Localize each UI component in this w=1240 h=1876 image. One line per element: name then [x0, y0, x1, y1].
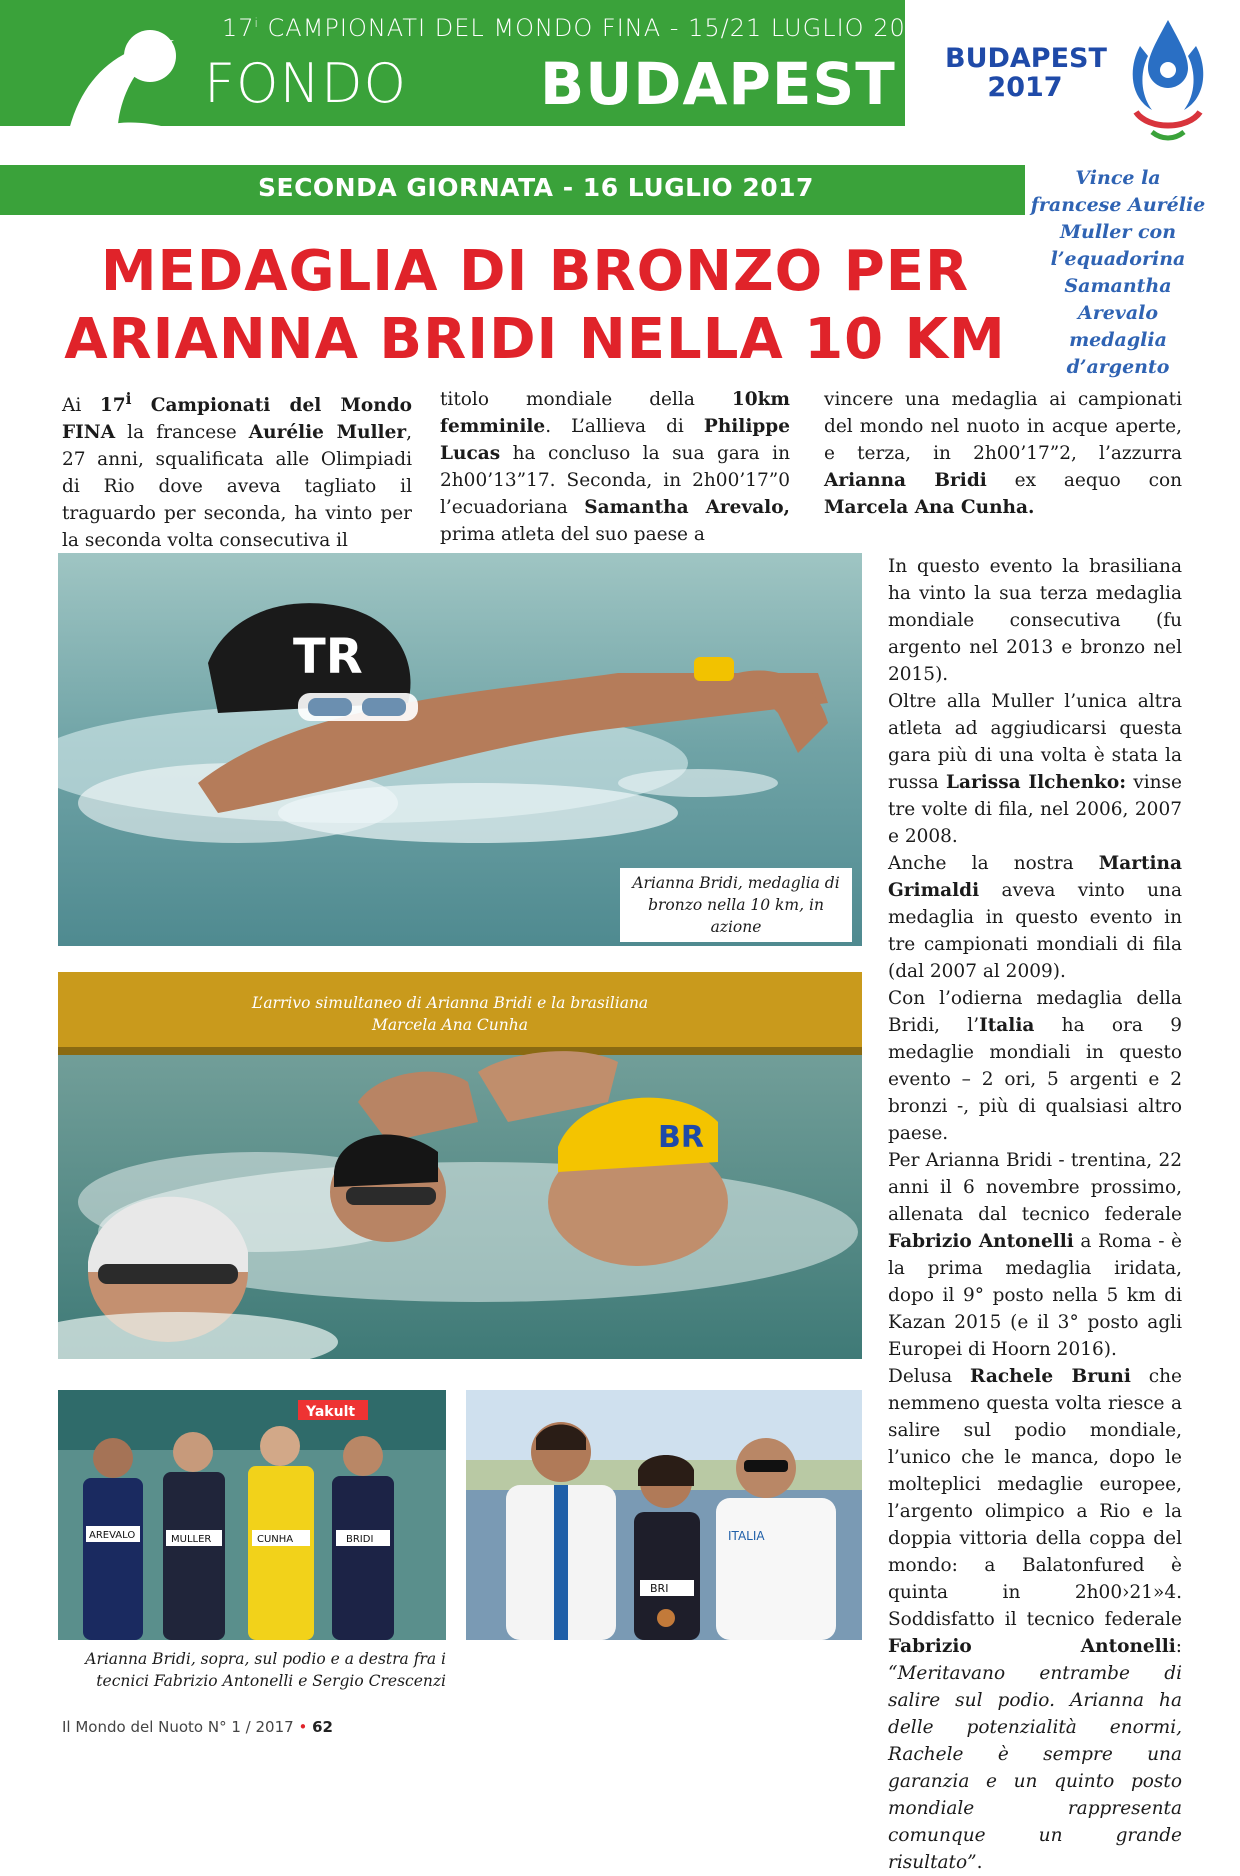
footer-separator: • [293, 1718, 313, 1736]
bib-muller: MULLER [171, 1534, 212, 1545]
side-summary: Vince la francese Aurélie Muller con l’equadorina Samantha Arevalo medaglia d’argento [1030, 167, 1206, 378]
podium-sponsor: Yakult [306, 1404, 356, 1420]
bib-bridi: BRIDI [346, 1534, 374, 1545]
bib-arevalo: AREVALO [89, 1530, 136, 1541]
paragraph-4: Con l’odierna medaglia della Bridi, l’Italia ha ora 9 medaglie mondiali in questo evento – 2 ori, 5 argenti e 2 bronzi -, più di qualsiasi altro paese. [888, 988, 1182, 1144]
body-column [888, 553, 1182, 1876]
budapest-2017-logo [945, 44, 1105, 102]
page-number: 62 [312, 1718, 333, 1736]
paragraph-1: In questo evento la brasiliana ha vinto la sua terza medaglia mondiale consecutiva (fu argento nel 2013 e bronzo nel 2015). [888, 556, 1182, 685]
paragraph-3: Anche la nostra Martina Grimaldi aveva vinto una medaglia in questo evento in tre campionati mondiali di fila (dal 2007 al 2009). [888, 853, 1182, 982]
swimmer-logo-icon [62, 14, 202, 164]
caption-photo-3-4: Arianna Bridi, sopra, sul podio e a destra fra i tecnici Fabrizio Antonelli e Sergio Crescenzi [85, 1650, 446, 1690]
subheader-date: SECONDA GIORNATA - 16 LUGLIO 2017 [258, 173, 814, 202]
city-title: BUDAPEST [540, 50, 896, 118]
section-title: FONDO [204, 52, 408, 115]
intro-column-1: Ai 17$^i$ Campionati del Mondo FINA la francese Aurélie Muller, 27 anni, squalificata alle Olimpiadi di Rio dove aveva tagliato il traguardo per seconda, ha vinto per la seconda volta consecutiva il [62, 390, 412, 552]
logo-city: BUDAPEST [945, 43, 1107, 74]
headline [40, 238, 1030, 374]
paragraph-6: Delusa Rachele Bruni che nemmeno questa volta riesce a salire sul podio mondiale, l’unico che le manca, dopo le molteplici medaglie europee, l’argento olimpico a Rio e la doppia vittoria della coppa del mondo: a Balatonfured è quinta in 2h00›21»4. Soddisfatto il tecnico federale Fabrizio Antonelli: “Meritavano entrambe di salire sul podio. Arianna ha delle potenzialità enormi, Rachele è sempre una garanzia e un quinto posto mondiale rappresenta comunque un grande risultato”. [888, 1366, 1182, 1873]
bib-cunha: CUNHA [257, 1534, 294, 1545]
magazine-name: Il Mondo del Nuoto N° 1 / 2017 [62, 1718, 294, 1736]
event-line: 17$^i$ CAMPIONATI DEL MONDO FINA - 15/21 LUGLIO 2017 [222, 14, 939, 42]
paragraph-2: Oltre alla Muller l’unica altra atleta ad aggiudicarsi questa gara più di una volta è stata la russa Larissa Ilchenko: vinse tre volte di fila, nel 2006, 2007 e 2008. [888, 691, 1183, 847]
paragraph-5: Per Arianna Bridi - trentina, 22 anni il 6 novembre prossimo, allenata dal tecnico federale Fabrizio Antonelli a Roma - è la prima medaglia iridata, dopo il 9° posto nella 5 km di Kazan 2015 (e il 3° posto agli Europei di Hoorn 2016). [888, 1150, 1182, 1360]
caption-photo-1: Arianna Bridi, medaglia di bronzo nella 10 km, in azione [620, 868, 852, 942]
intro-column-3: vincere una medaglia ai campionati del mondo nel nuoto in acque aperte, e terza, in 2h00’17”2, l’azzurra Arianna Bridi ex aequo con Marcela Ana Cunha. [824, 389, 1183, 518]
caption-photo-2: L’arrivo simultaneo di Arianna Bridi e la brasiliana Marcela Ana Cunha [251, 994, 649, 1034]
page-footer [62, 1718, 333, 1736]
cap-letters: TR [293, 629, 363, 685]
cap-letters-br: BR [658, 1120, 704, 1155]
logo-year: 2017 [987, 72, 1063, 103]
intro-column-2: titolo mondiale della 10km femminile. L’allieva di Philippe Lucas ha concluso la sua gara in 2h00’13”17. Seconda, in 2h00’17”0 l’ecuadoriana Samantha Arevalo, prima atleta del suo paese a [440, 389, 790, 545]
photo-podium [58, 1390, 446, 1640]
shirt-text: ITALIA [728, 1529, 765, 1543]
photo-coaches [466, 1390, 862, 1640]
headline-line-2: ARIANNA BRIDI NELLA 10 KM [64, 307, 1006, 372]
headline-line-1: MEDAGLIA DI BRONZO PER [100, 239, 970, 304]
budapest-drop-logo-icon [1118, 12, 1218, 152]
bib-bridi-2: BRI [650, 1582, 669, 1595]
